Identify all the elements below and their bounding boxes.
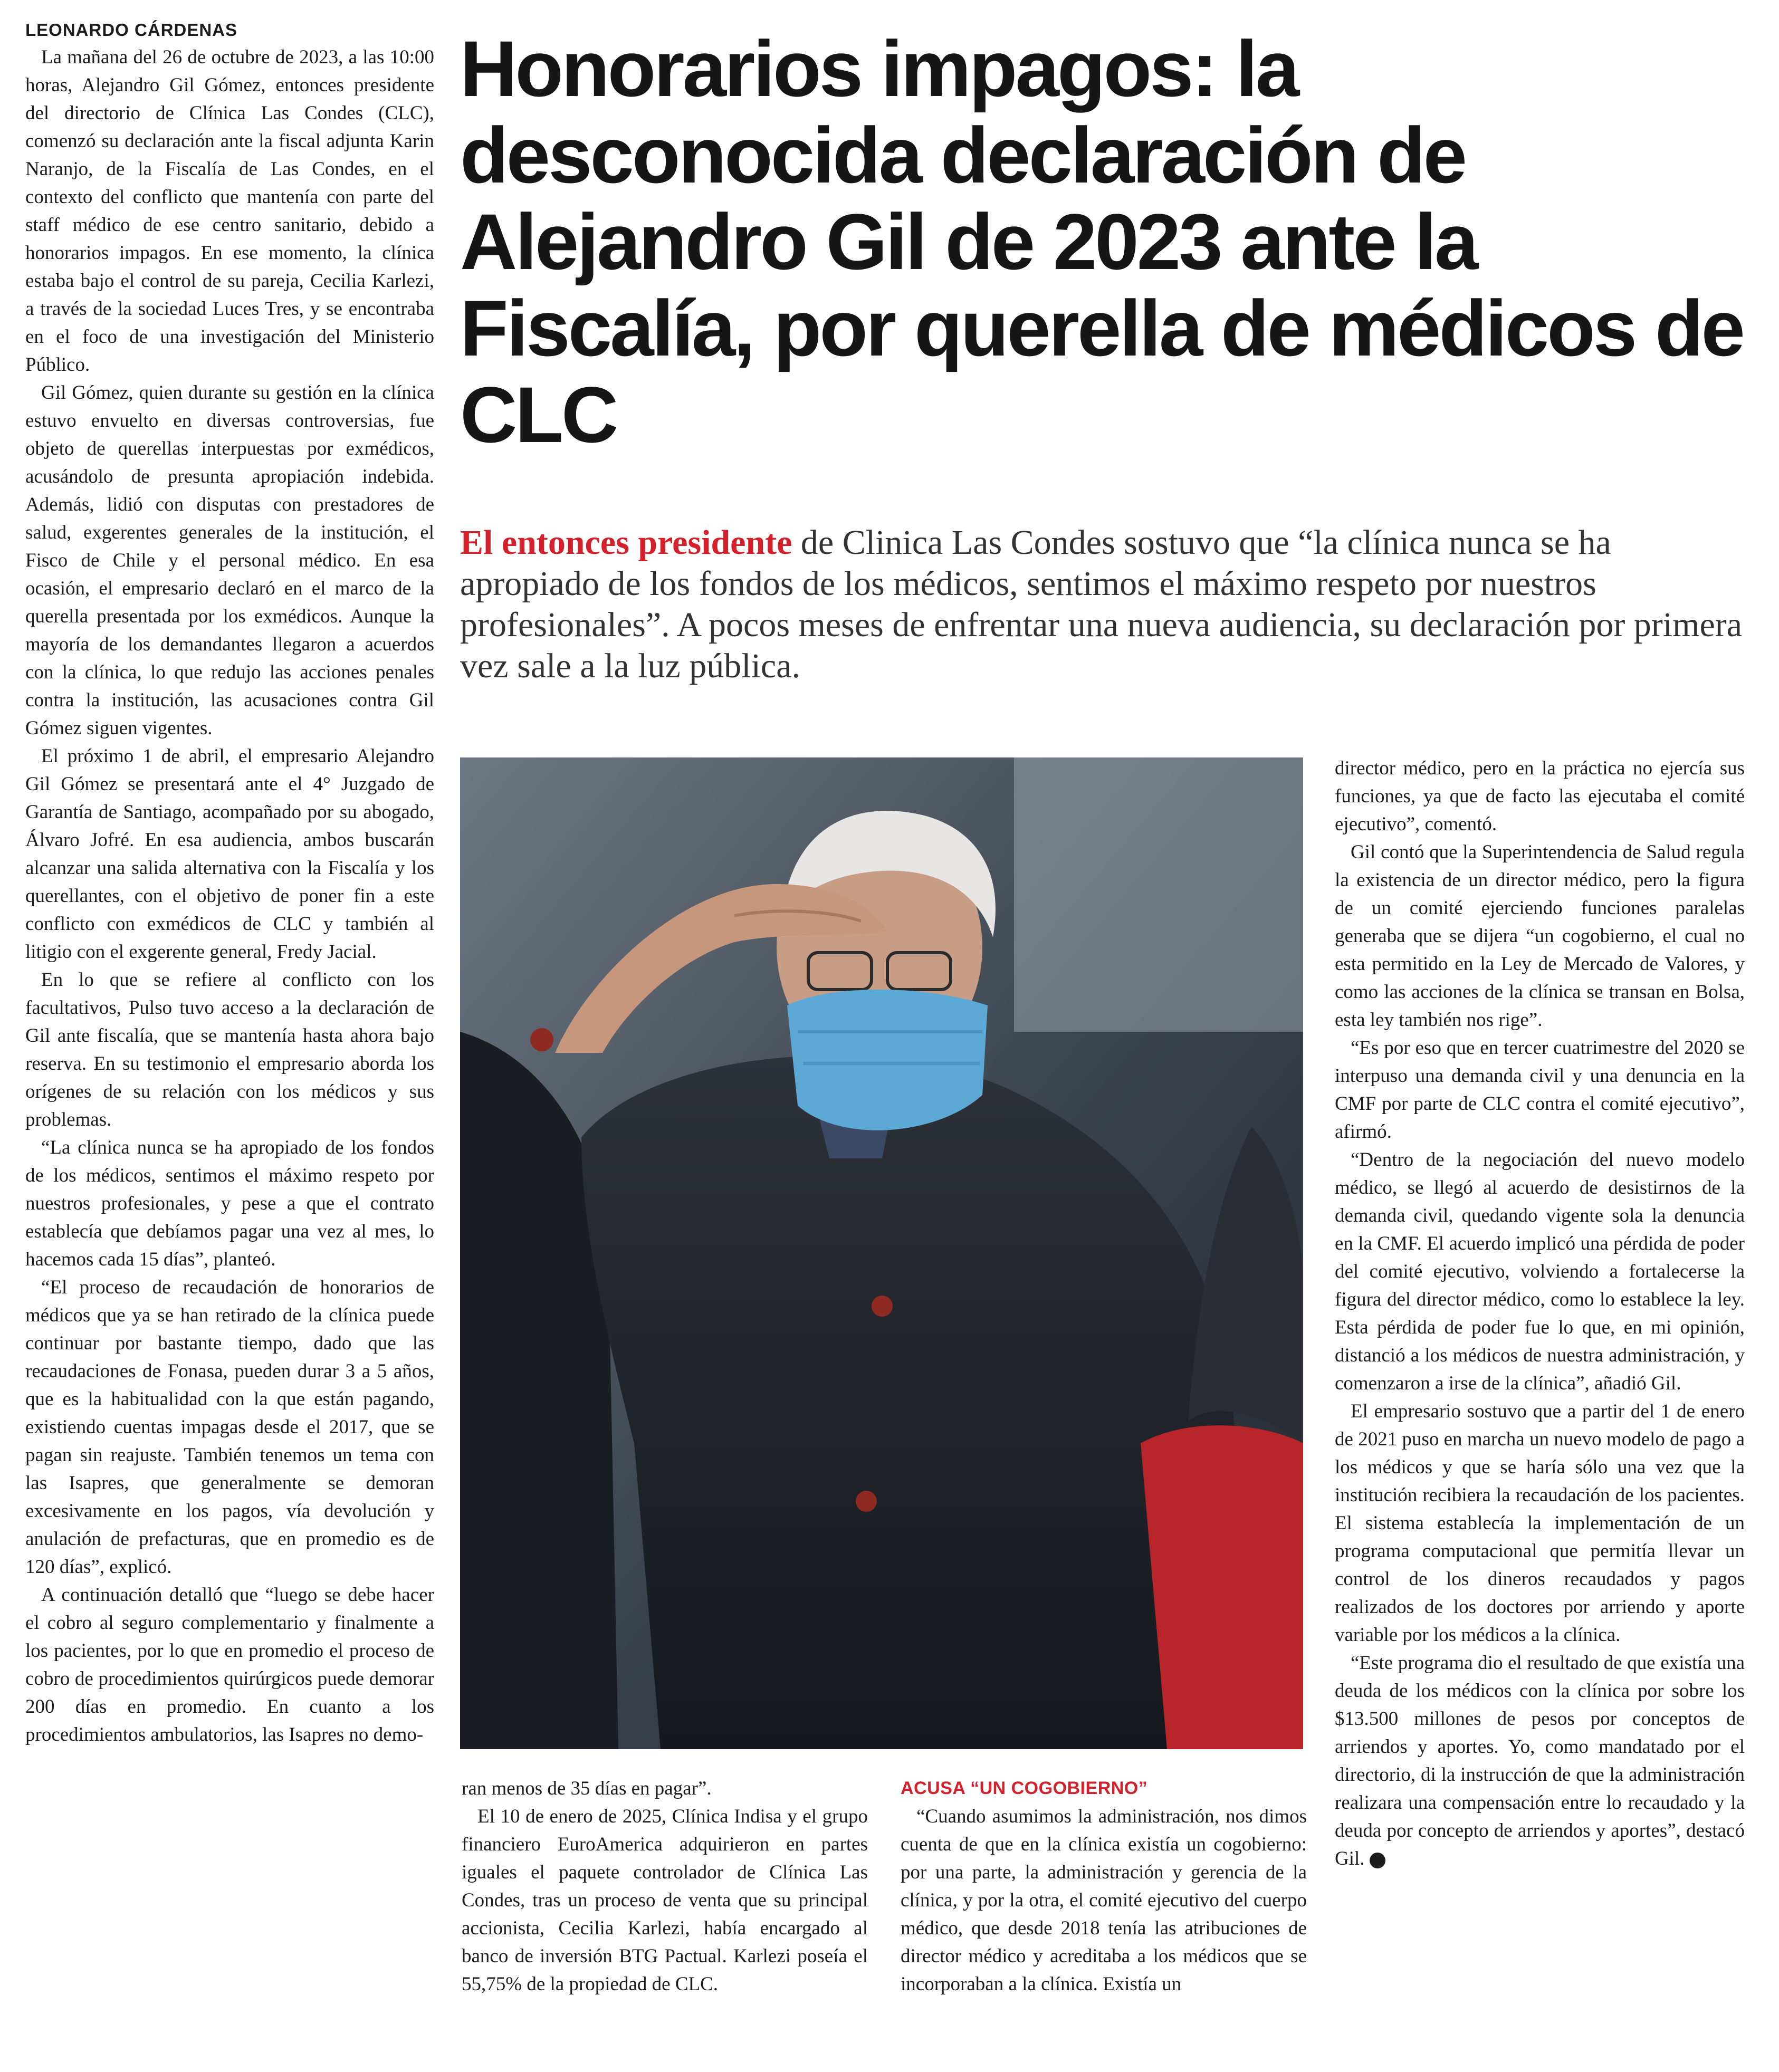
paragraph: A continuación detalló que “luego se debe hacer el cobro al seguro complementario y finalmente a los pacientes, por lo que en promedio el proceso de cobro de procedimientos quirúrgicos puede demorar 200 días en promedio. En cuanto a los procedimientos ambulatorios, las Isapres no demo- [25, 1584, 434, 1745]
deck-lead: El entonces presidente [460, 523, 792, 562]
deck [460, 522, 1747, 687]
paragraph: En lo que se refiere al conflicto con los facultativos, Pulso tuvo acceso a la declaración de Gil ante fiscalía, que se mantenía hasta ahora bajo reserva. En su testimonio el empresario aborda los orígenes de su relación con los médicos y sus problemas. [25, 969, 434, 1130]
headline: Honorarios impagos: la desconocida declaración de Alejandro Gil de 2023 ante la Fiscalía, por querella de médicos de CLC [460, 24, 1743, 459]
photo-coat-button [872, 1296, 893, 1317]
article-column-2 [462, 1774, 868, 2049]
photo-red-object [1141, 1425, 1303, 1749]
paragraph: Gil Gómez, quien durante su gestión en la clínica estuvo envuelto en diversas controversias, fue objeto de querellas interpuestas por exmédicos, acusándolo de presunta apropiación indebida. Además, lidió con disputas con prestadores de salud, exgerentes generales de la institución, el Fisco de Chile y el personal médico. En esa ocasión, el empresario declaró en el marco de la querella presentada por los exmédicos. Aunque la mayoría de los demandantes llegaron a acuerdos con la clínica, lo que redujo las acciones penales contra la institución, las acusaciones contra Gil Gómez siguen vigentes. [25, 382, 434, 739]
paragraph: El 10 de enero de 2025, Clínica Indisa y el grupo financiero EuroAmerica adquirieron en partes iguales el paquete controlador de Clínica Las Condes, tras un proceso de venta que su principal accionista, Cecilia Karlezi, había encargado al banco de inversión BTG Pactual. Karlezi poseía el 55,75% de la propiedad de CLC. [462, 1806, 868, 1995]
paragraph: “Cuando asumimos la administración, nos dimos cuenta de que en la clínica existía un cogobierno: por una parte, la administración y gerencia de la clínica, y por la otra, el comité ejecutivo del cuerpo médico, que desde 2018 tenía las atribuciones de director médico y acreditaba a los médicos que se incorporaban a la clínica. Existía un [901, 1806, 1307, 1995]
paragraph: “Dentro de la negociación del nuevo modelo médico, se llegó al acuerdo de desistirnos de la demanda civil, quedando vigente sola la denuncia en la CMF. El acuerdo implicó una pérdida de poder del comité ejecutivo, volviendo a fortalecerse la figura del director médico, como lo establece la ley. Esta pérdida de poder fue lo que, en mi opinión, distanció a los médicos de nuestra administración, y comenzaron a irse de la clínica”, añadió Gil. [1335, 1149, 1745, 1394]
byline: LEONARDO CÁRDENAS [25, 20, 238, 40]
photo-coat-button [530, 1028, 553, 1051]
paragraph: “Es por eso que en tercer cuatrimestre del 2020 se interpuso una demanda civil y una denuncia en la CMF por parte de CLC contra el comité ejecutivo”, afirmó. [1335, 1037, 1745, 1143]
end-mark-icon: P [1370, 1853, 1385, 1868]
paragraph: “La clínica nunca se ha apropiado de los fondos de los médicos, sentimos el máximo respeto por nuestros profesionales, y pese a que el contrato establecía que debíamos pagar una vez al mes, lo hacemos cada 15 días”, planteó. [25, 1137, 434, 1270]
paragraph-text: “Este programa dio el resultado de que existía una deuda de los médicos con la clínica por sobre los $13.500 millones de pesos por conceptos de arriendos y aportes. Yo, como mandatado por el directorio, di la instrucción de que la administración realizara una compensación entre lo recaudado y la deuda por concepto de arriendos y aportes”, destacó Gil. [1335, 1652, 1745, 1869]
photo-coat-button [856, 1491, 877, 1512]
paragraph: ran menos de 35 días en pagar”. [462, 1778, 712, 1799]
photo-face-mask [787, 990, 988, 1130]
article-column-3 [901, 1774, 1307, 2049]
subhead: ACUSA “UN COGOBIERNO” [901, 1778, 1148, 1798]
article-column-4 [1335, 754, 1745, 2052]
photo-light-window [1014, 757, 1303, 1032]
paragraph: Gil contó que la Superintendencia de Salud regula la existencia de un director médico, pero la figura de un comité ejerciendo funciones paralelas generaba que se dijera “un cogobierno, el cual no esta permitido en la Ley de Mercado de Valores, y como las acciones de la clínica se transan en Bolsa, esta ley también nos rige”. [1335, 841, 1745, 1031]
paragraph: “El proceso de recaudación de honorarios de médicos que ya se han retirado de la clínica puede continuar por bastante tiempo, dado que las recaudaciones de Fonasa, pueden durar 3 a 5 años, que es la habitualidad con la que están pagando, existiendo cuentas impagas desde el 2017, que se pagan sin reajuste. También tenemos un tema con las Isapres, que generalmente se demoran excesivamente en los pagos, vía devolución y anulación de prefacturas, que en promedio es de 120 días”, explicó. [25, 1277, 434, 1578]
paragraph: director médico, pero en la práctica no ejercía sus funciones, ya que de facto las ejecutaba el comité ejecutivo”, comentó. [1335, 757, 1745, 835]
paragraph [1335, 1649, 1745, 1873]
article-column-1 [25, 18, 434, 2049]
deck-text: de Clinica Las Condes sostuvo que “la clínica nunca se ha apropiado de los fondos de los médicos, sentimos el máximo respeto por nuestros profesionales”. A pocos meses de enfrentar una nueva audiencia, su declaración por primera vez sale a la luz pública. [460, 523, 1743, 685]
paragraph: El próximo 1 de abril, el empresario Alejandro Gil Gómez se presentará ante el 4° Juzgado de Garantía de Santiago, acompañado por su abogado, Álvaro Jofré. En esa audiencia, ambos buscarán alcanzar una salida alternativa con la Fiscalía y los querellantes, con el objetivo de poner fin a este conflicto con exmédicos de CLC y también al litigio con el exgerente general, Fredy Jacial. [25, 745, 434, 963]
article-photo [460, 757, 1303, 1749]
paragraph: La mañana del 26 de octubre de 2023, a las 10:00 horas, Alejandro Gil Gómez, entonces presidente del directorio de Clínica Las Condes (CLC), comenzó su declaración ante la fiscal adjunta Karin Naranjo, de la Fiscalía de Las Condes, en el contexto del conflicto que mantenía con parte del staff médico de ese centro sanitario, debido a honorarios impagos. En ese momento, la clínica estaba bajo el control de su pareja, Cecilia Karlezi, a través de la sociedad Luces Tres, y se encontraba en el foco de una investigación del Ministerio Público. [25, 46, 434, 376]
paragraph: El empresario sostuvo que a partir del 1 de enero de 2021 puso en marcha un nuevo modelo de pago a los médicos y que se haría sólo una vez que la institución recibiera la recaudación de los pacientes. El sistema establecía la implementación de un programa computacional que permitía llevar un control de los dineros recaudados y pagos realizados de los doctores por arriendo y aporte variable por los médicos a la clínica. [1335, 1400, 1745, 1646]
